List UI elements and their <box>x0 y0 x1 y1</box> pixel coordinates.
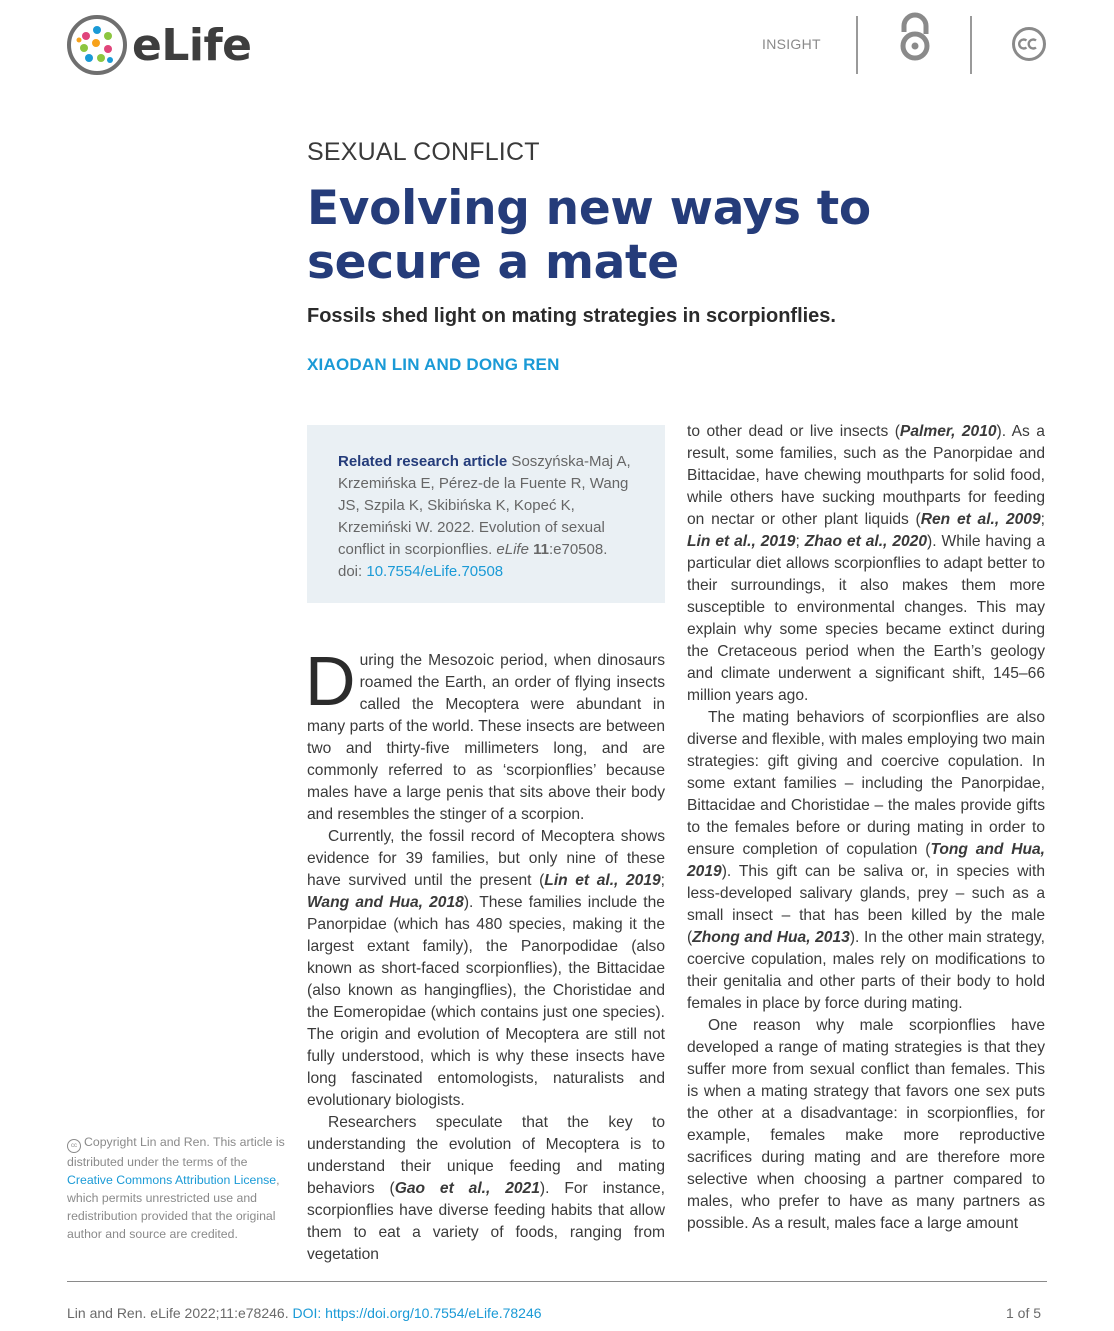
footer-citation <box>67 1305 542 1321</box>
paragraph-text: ). While having a particular diet allows scorpionflies to adapt better to their surroundings, it also makes them more susceptible to environmental changes. This may explain why some species became extinct during the Cretaceous period when the Earth’s geology and climate underwent a significant shift, 145–66 million years ago. <box>687 533 1045 704</box>
footer-divider <box>67 1281 1047 1282</box>
page-number: 1 of 5 <box>1006 1305 1042 1321</box>
body-paragraph <box>307 1112 665 1266</box>
body-paragraph <box>687 707 1045 1015</box>
related-article-volume: 11 <box>533 541 549 558</box>
citation-link[interactable]: Lin et al., 2019 <box>687 533 796 550</box>
citation-link[interactable]: Zhong and Hua, 2013 <box>692 929 850 946</box>
body-paragraph <box>687 421 1045 707</box>
footer-citation-text: Lin and Ren. eLife 2022;11:e78246. <box>67 1305 293 1321</box>
logo-text: eLife <box>132 19 252 71</box>
section-label: SEXUAL CONFLICT <box>307 138 540 166</box>
creative-commons-icon <box>1011 26 1047 62</box>
elife-logo[interactable] <box>66 12 256 78</box>
paragraph-text: Researchers speculate that the key to understanding the evolution of Mecoptera is to understand their unique feeding and mating behaviors ( <box>307 1114 665 1197</box>
related-doi-link[interactable]: 10.7554/eLife.70508 <box>366 563 504 580</box>
related-article-text: Soszyńska-Maj A, Krzemińska E, Pérez-de la Fuente R, Wang JS, Szpila K, Skibińska K, Kopeć K, Krzemiński W. 2022. Evolution of sexual conflict in scorpionflies. <box>338 453 631 558</box>
paragraph-text: ). These families include the Panorpidae (which has 480 species, making it the largest extant family), the Panorpodidae (also known as short-faced scorpionflies), the Bittacidae (also known as hangingflies), the Choristidae and the Eomeropidae (which contains just one species). The origin and evolution of Mecoptera are still not fully understood, which is why these insects have long fascinated entomologists, naturalists and evolutionary biologists. <box>307 894 665 1109</box>
citation-link[interactable]: Lin et al., 2019 <box>544 872 661 889</box>
article-title: Evolving new ways to secure a mate <box>307 181 871 290</box>
body-paragraph <box>305 642 665 826</box>
related-doi-label: doi: <box>338 563 367 580</box>
open-access-icon <box>896 10 934 64</box>
paragraph-text: ). As a result, some families, such as the Panorpidae and Bittacidae, have chewing mouthparts for solid food, while others have sucking mouthparts for feeding on nectar or other plant liquids ( <box>687 423 1045 528</box>
related-article-label: Related research article <box>338 453 508 470</box>
paragraph-text: ). In the other main strategy, coercive copulation, males rely on modifications to their genitalia and other parts of their body to hold females in place by force during mating. <box>687 929 1045 1012</box>
drop-cap: D <box>305 642 356 720</box>
body-column-left <box>305 642 666 1266</box>
paragraph-text: ). For instance, scorpionflies have diverse feeding habits that allow them to eat a variety of foods, ranging from vegetation <box>307 1180 665 1263</box>
article-subtitle: Fossils shed light on mating strategies in scorpionflies. <box>307 305 836 327</box>
copyright-text: Copyright Lin and Ren. This article is distributed under the terms of the <box>67 1135 285 1169</box>
citation-separator: ; <box>795 533 805 550</box>
header-divider <box>856 16 858 74</box>
citation-link[interactable]: Tong and Hua, 2019 <box>687 841 1045 880</box>
paragraph-text: ). This gift can be saliva or, in species with less-developed salivary glands, prey – such as a small insect – that has been killed by the male ( <box>687 863 1045 946</box>
body-column-right <box>687 421 1045 1235</box>
cc-small-icon: cc <box>67 1139 81 1153</box>
paragraph-text: The mating behaviors of scorpionflies are also diverse and flexible, with males employing two main strategies: gift giving and coercive copulation. In some extant families – including the Panorpidae, Bittacidae and Choristidae – the males provide gifts to the females before or during mating in order to ensure completion of copulation ( <box>687 709 1045 858</box>
paragraph-text: Currently, the fossil record of Mecoptera shows evidence for 39 families, but only nine of these have survived until the present ( <box>307 828 665 889</box>
citation-link[interactable]: Gao et al., 2021 <box>394 1180 540 1197</box>
header-divider <box>970 16 972 74</box>
paragraph-text: uring the Mesozoic period, when dinosaurs roamed the Earth, an order of flying insects called the Mecoptera were abundant in many parts of the world. These insects are between two and thirty-five millimeters long, and are commonly referred to as ‘scorpionflies’ because males have a large penis that sits above their body and resembles the stinger of a scorpion. <box>307 652 665 823</box>
body-paragraph <box>687 1015 1045 1235</box>
elife-logo-icon <box>66 14 128 76</box>
copyright-notice <box>67 1133 285 1243</box>
body-paragraph <box>307 826 665 1112</box>
citation-link[interactable]: Ren et al., 2009 <box>920 511 1041 528</box>
copyright-text: , which permits unrestricted use and redistribution provided that the original author and source are credited. <box>67 1173 280 1241</box>
license-link[interactable]: Creative Commons Attribution License <box>67 1173 277 1187</box>
citation-link[interactable]: Palmer, 2010 <box>899 423 997 440</box>
article-type-label: INSIGHT <box>762 36 821 52</box>
related-article-number: :e70508. <box>548 541 608 558</box>
citation-link[interactable]: Wang and Hua, 2018 <box>307 894 464 911</box>
related-article-journal: eLife <box>496 541 529 558</box>
footer-doi-link[interactable]: DOI: https://doi.org/10.7554/eLife.78246 <box>292 1305 542 1321</box>
citation-separator: ; <box>1040 511 1045 528</box>
citation-link[interactable]: Zhao et al., 2020 <box>804 533 928 550</box>
citation-separator: ; <box>660 872 666 889</box>
paragraph-text: to other dead or live insects ( <box>687 423 900 440</box>
paragraph-text: One reason why male scorpionflies have developed a range of mating strategies is that they suffer more from sexual conflict than females. This is when a mating strategy that favors one sex puts the other at a disadvantage: in scorpionflies, for example, females make more reproductive sacrifices during mating and are therefore more selective when choosing a partner compared to males, who prefer to have as many partners as possible. As a result, males face a large amount <box>687 1017 1045 1232</box>
related-article-box <box>307 425 665 603</box>
article-authors: XIAODAN LIN AND DONG REN <box>307 355 560 374</box>
